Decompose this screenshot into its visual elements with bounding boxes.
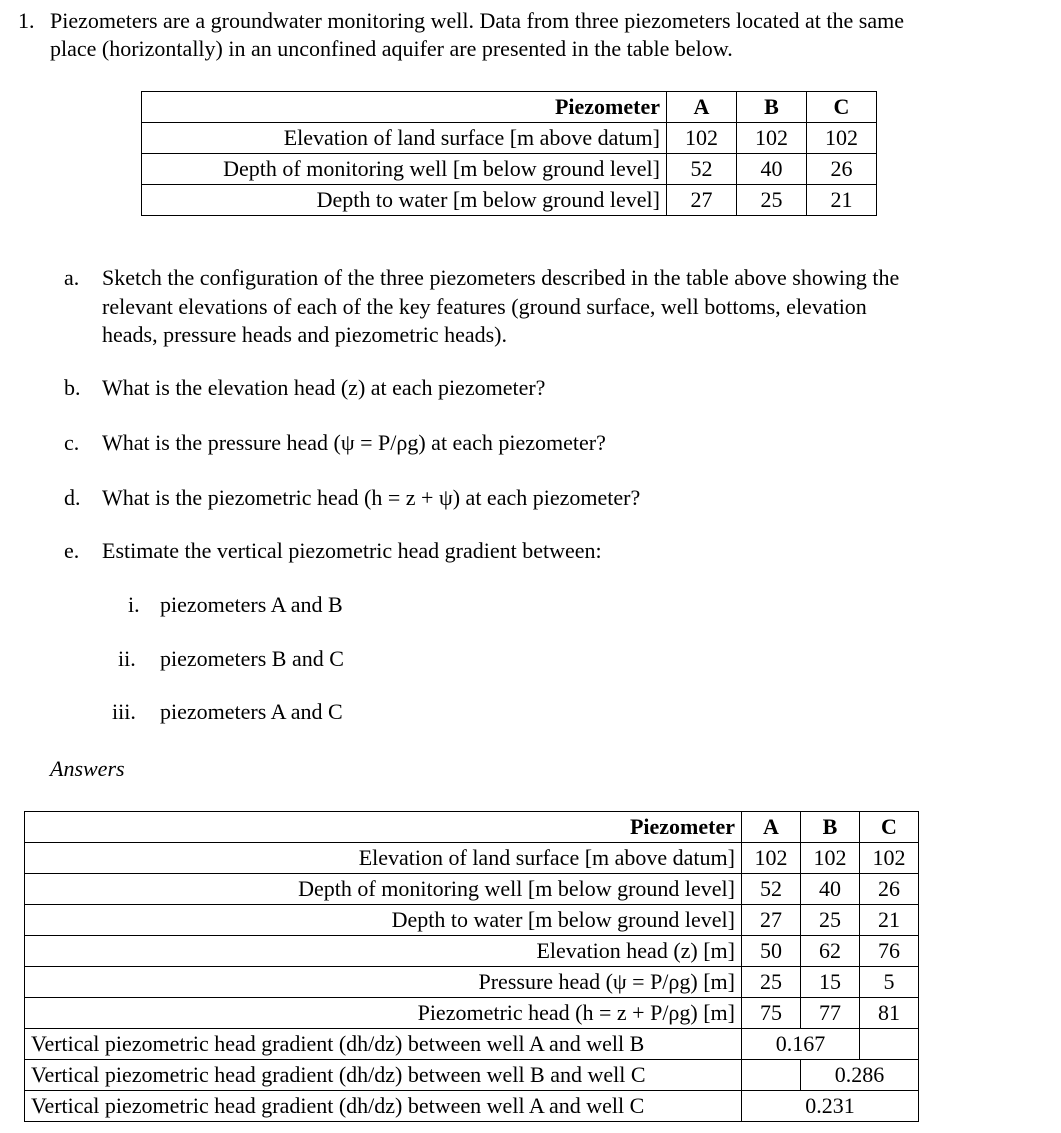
cell: 77 <box>801 998 860 1029</box>
table-row <box>142 123 877 154</box>
table-row <box>142 154 877 185</box>
header-col-a: A <box>742 812 801 843</box>
gradient-value: 0.286 <box>801 1060 919 1091</box>
gradient-row <box>25 1091 919 1122</box>
gradient-value: 0.167 <box>742 1029 860 1060</box>
part-b-text: What is the elevation head (z) at each piezometer? <box>102 375 546 400</box>
subpart-i-marker: i. <box>128 592 140 617</box>
part-a-marker: a. <box>64 265 80 290</box>
part-e-marker: e. <box>64 538 80 563</box>
cell: 27 <box>667 185 737 216</box>
subpart-ii-marker: ii. <box>118 646 136 671</box>
row-label: Pressure head (ψ = P/ρg) [m] <box>25 967 742 998</box>
part-c-marker: c. <box>64 430 80 455</box>
question-number: 1. <box>18 8 35 33</box>
table-row <box>142 185 877 216</box>
cell: 102 <box>860 843 919 874</box>
row-label: Elevation of land surface [m above datum] <box>25 843 742 874</box>
part-e-text: Estimate the vertical piezometric head gradient between: <box>102 538 602 563</box>
subpart-i-text: piezometers A and B <box>160 592 343 617</box>
part-a-line-2: relevant elevations of each of the key features (ground surface, well bottoms, elevation <box>102 294 867 319</box>
header-label: Piezometer <box>142 92 667 123</box>
question-text-line-1: Piezometers are a groundwater monitoring well. Data from three piezometers located at the same <box>50 8 904 33</box>
answers-table <box>24 811 919 1122</box>
cell: 81 <box>860 998 919 1029</box>
answers-heading: Answers <box>50 756 125 781</box>
cell: 50 <box>742 936 801 967</box>
subpart-iii-text: piezometers A and C <box>160 699 343 724</box>
header-col-c: C <box>807 92 877 123</box>
empty-cell <box>742 1060 801 1091</box>
table-row <box>25 936 919 967</box>
table-row <box>25 967 919 998</box>
cell: 25 <box>801 905 860 936</box>
gradient-row <box>25 1029 919 1060</box>
cell: 21 <box>807 185 877 216</box>
part-d-text: What is the piezometric head (h = z + ψ) at each piezometer? <box>102 485 641 510</box>
gradient-row <box>25 1060 919 1091</box>
table-row <box>25 874 919 905</box>
cell: 25 <box>742 967 801 998</box>
row-label: Elevation of land surface [m above datum] <box>142 123 667 154</box>
cell: 52 <box>742 874 801 905</box>
gradient-value: 0.231 <box>742 1091 919 1122</box>
row-label: Depth to water [m below ground level] <box>142 185 667 216</box>
cell: 102 <box>737 123 807 154</box>
header-col-c: C <box>860 812 919 843</box>
row-label: Depth to water [m below ground level] <box>25 905 742 936</box>
cell: 40 <box>737 154 807 185</box>
gradient-label: Vertical piezometric head gradient (dh/dz) between well B and well C <box>25 1060 742 1091</box>
table-header-row <box>142 92 877 123</box>
cell: 26 <box>807 154 877 185</box>
cell: 76 <box>860 936 919 967</box>
gradient-label: Vertical piezometric head gradient (dh/dz) between well A and well B <box>25 1029 742 1060</box>
cell: 62 <box>801 936 860 967</box>
cell: 102 <box>807 123 877 154</box>
cell: 5 <box>860 967 919 998</box>
cell: 102 <box>742 843 801 874</box>
part-a-line-1: Sketch the configuration of the three piezometers described in the table above showing the <box>102 265 900 290</box>
part-b-marker: b. <box>64 375 81 400</box>
data-table <box>141 91 877 216</box>
row-label: Depth of monitoring well [m below ground level] <box>25 874 742 905</box>
cell: 102 <box>667 123 737 154</box>
cell: 40 <box>801 874 860 905</box>
cell: 27 <box>742 905 801 936</box>
cell: 21 <box>860 905 919 936</box>
row-label: Piezometric head (h = z + P/ρg) [m] <box>25 998 742 1029</box>
table-row <box>25 998 919 1029</box>
row-label: Elevation head (z) [m] <box>25 936 742 967</box>
cell: 25 <box>737 185 807 216</box>
cell: 75 <box>742 998 801 1029</box>
empty-cell <box>860 1029 919 1060</box>
part-d-marker: d. <box>64 485 81 510</box>
header-label: Piezometer <box>25 812 742 843</box>
cell: 52 <box>667 154 737 185</box>
table-row <box>25 843 919 874</box>
row-label: Depth of monitoring well [m below ground level] <box>142 154 667 185</box>
subpart-ii-text: piezometers B and C <box>160 646 344 671</box>
gradient-label: Vertical piezometric head gradient (dh/dz) between well A and well C <box>25 1091 742 1122</box>
part-a-line-3: heads, pressure heads and piezometric heads). <box>102 322 508 347</box>
header-col-b: B <box>801 812 860 843</box>
question-text-line-2: place (horizontally) in an unconfined aquifer are presented in the table below. <box>50 36 733 61</box>
cell: 102 <box>801 843 860 874</box>
part-c-text: What is the pressure head (ψ = P/ρg) at each piezometer? <box>102 430 606 455</box>
header-col-b: B <box>737 92 807 123</box>
cell: 15 <box>801 967 860 998</box>
table-row <box>25 905 919 936</box>
subpart-iii-marker: iii. <box>112 699 136 724</box>
table-header-row <box>25 812 919 843</box>
cell: 26 <box>860 874 919 905</box>
header-col-a: A <box>667 92 737 123</box>
